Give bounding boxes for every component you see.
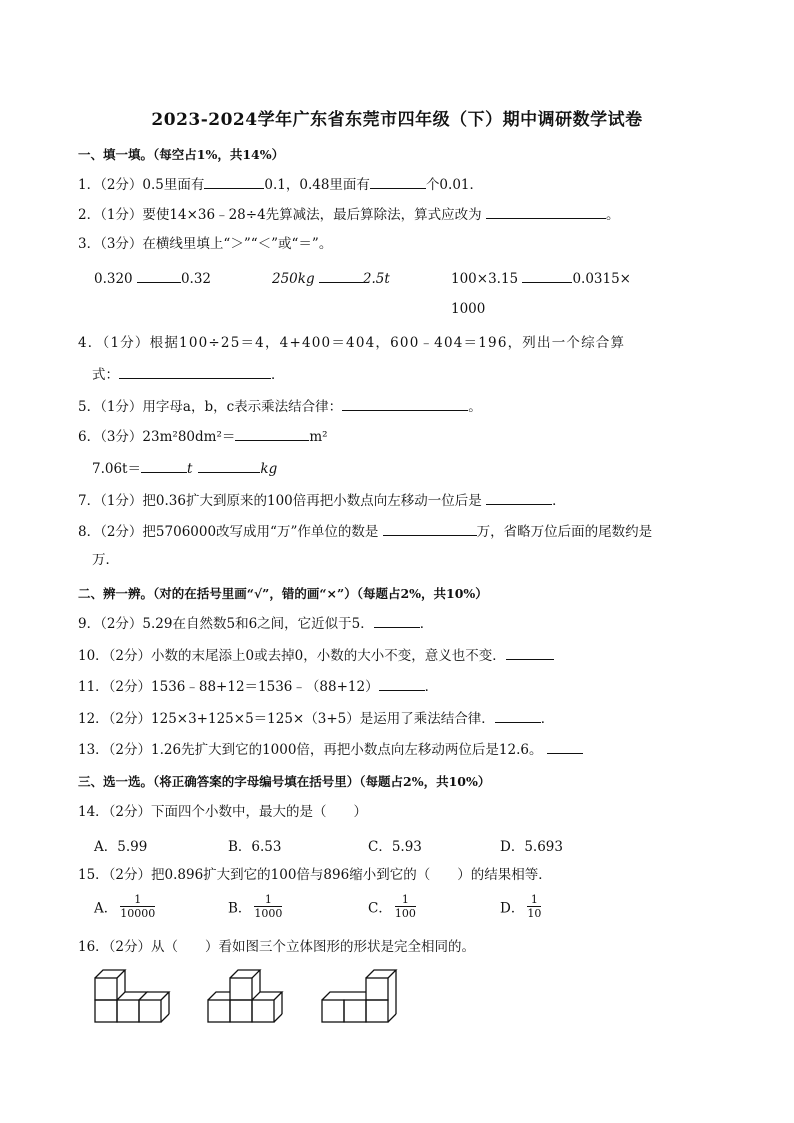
q6-unit: m² xyxy=(309,429,328,445)
q10-text: 10．（2分）小数的末尾添上0或去掉0，小数的大小不变，意义也不变． xyxy=(78,648,506,664)
page-title: 2023-2024学年广东省东莞市四年级（下）期中调研数学试卷 xyxy=(151,110,643,130)
q5-text-end: 。 xyxy=(468,399,482,415)
q15-option-d[interactable] xyxy=(500,893,541,920)
q3-text: 3．（3分）在横线里填上“＞”“＜”或“＝”。 xyxy=(78,236,333,252)
q15-d-label: D． xyxy=(500,900,525,917)
q2-blank[interactable] xyxy=(486,204,606,219)
question-12 xyxy=(78,708,554,729)
q3-compare-2 xyxy=(272,268,390,289)
q1-text-a: 1．（2分）0.5里面有 xyxy=(78,177,205,193)
q3-compare-1 xyxy=(94,268,211,289)
section-1-heading: 一、填一填。（每空占1%，共14%） xyxy=(78,147,285,162)
q3-c2-right: 2.5t xyxy=(362,271,390,287)
question-16: 16．（2分）从（ ）看如图三个立体图形的形状是完全相同的。 xyxy=(78,939,476,955)
question-10 xyxy=(78,645,554,666)
q14-option-b[interactable]: B．6.53 xyxy=(228,839,282,855)
q9-text: 9．（2分）5.29在自然数5和6之间，它近似于5． xyxy=(78,616,374,632)
q3-blank-3[interactable] xyxy=(522,268,572,283)
q11-blank[interactable] xyxy=(379,676,425,691)
q7-blank[interactable] xyxy=(486,490,552,505)
cube-figure-3 xyxy=(322,970,396,1022)
q12-blank[interactable] xyxy=(495,708,541,723)
question-8 xyxy=(78,521,652,542)
q3-c2-left: 250kg xyxy=(272,271,315,287)
question-4-cont xyxy=(92,364,285,385)
section-3-heading: 三、选一选。（将正确答案的字母编号填在括号里）（每题占2%，共10%） xyxy=(78,774,491,789)
q12-text: 12．（2分）125×3+125×5＝125×（3+5）是运用了乘法结合律． xyxy=(78,711,495,727)
q8-text-a: 8．（2分）把5706000改写成用“万”作单位的数是 xyxy=(78,524,379,540)
q10-blank[interactable] xyxy=(506,645,554,660)
q4-blank[interactable] xyxy=(119,364,271,379)
question-3 xyxy=(78,234,332,254)
q6-text-c: 7.06t＝ xyxy=(92,461,141,477)
q6-text: 6．（3分）23m²80dm²＝ xyxy=(78,429,236,445)
q5-text: 5．（1分）用字母a，b，c表示乘法结合律： xyxy=(78,399,343,415)
question-11 xyxy=(78,676,438,697)
q8-blank-1[interactable] xyxy=(383,521,477,536)
question-5 xyxy=(78,396,482,417)
cube-figure-2 xyxy=(208,970,282,1022)
q15-d-fraction xyxy=(527,893,541,920)
question-8-cont xyxy=(92,550,119,570)
q15-d-num: 1 xyxy=(527,893,541,907)
q14-option-a[interactable]: A．5.99 xyxy=(94,839,148,855)
q15-c-fraction xyxy=(395,893,416,920)
q3-c3-left: 100×3.15 xyxy=(451,271,519,287)
q16-cube-figures xyxy=(90,960,410,1024)
q15-c-den: 100 xyxy=(394,907,416,920)
q1-text-c: 个0.01． xyxy=(425,177,483,193)
q13-blank[interactable] xyxy=(547,739,583,754)
q3-blank-1[interactable] xyxy=(137,268,181,283)
q15-a-fraction xyxy=(120,893,155,920)
q15-b-fraction xyxy=(254,893,282,920)
q4-text-c: ． xyxy=(271,367,285,383)
q6-blank-2[interactable] xyxy=(141,458,187,473)
question-4: 4．（1分）根据100÷25＝4，4+400＝404，600﹣404＝196，列出一个综合算 xyxy=(78,335,626,351)
q7-text-end: ． xyxy=(552,493,566,509)
q8-text-c: 万． xyxy=(92,552,119,568)
q6-blank-1[interactable] xyxy=(235,426,309,441)
q3-c3-right: 0.0315× xyxy=(572,271,631,287)
q3-c1-left: 0.320 xyxy=(94,271,133,287)
q15-a-label: A． xyxy=(94,900,118,917)
question-9 xyxy=(78,613,433,634)
q15-c-label: C． xyxy=(368,900,392,917)
q3-compare-3-cont: 1000 xyxy=(451,301,486,317)
q1-blank-1[interactable] xyxy=(204,174,264,189)
q15-d-den: 10 xyxy=(527,907,542,920)
question-14: 14．（2分）下面四个小数中，最大的是（ ） xyxy=(78,804,368,820)
q3-compare-3 xyxy=(451,268,631,289)
section-2-heading: 二、辨一辨。（对的在括号里画“√”，错的画“×”）（每题占2%，共10%） xyxy=(78,586,488,601)
q2-text: 2．（1分）要使14×36﹣28÷4先算减法，最后算除法，算式应改为 xyxy=(78,207,482,223)
q14-option-c[interactable]: C．5.93 xyxy=(368,839,422,855)
q15-option-c[interactable] xyxy=(368,893,416,920)
q15-option-b[interactable] xyxy=(228,893,282,920)
q1-text-b: 0.1，0.48里面有 xyxy=(264,177,370,193)
q15-option-a[interactable] xyxy=(94,893,155,920)
q8-text-b: 万，省略万位后面的尾数约是 xyxy=(476,524,653,540)
q12-text-end: ． xyxy=(540,711,555,727)
question-2 xyxy=(78,204,619,225)
q15-b-num: 1 xyxy=(254,893,282,907)
question-7 xyxy=(78,490,566,511)
q6-unit-kg: kg xyxy=(260,461,278,477)
q9-text-end: ． xyxy=(419,616,434,632)
q4-text-b: 式： xyxy=(92,367,119,383)
question-6-cont xyxy=(92,458,277,479)
q3-blank-2[interactable] xyxy=(319,268,363,283)
q14-option-d[interactable]: D．5.693 xyxy=(500,839,563,855)
question-15: 15．（2分）把0.896扩大到它的100倍与896缩小到它的（ ）的结果相等． xyxy=(78,867,552,883)
q15-c-num: 1 xyxy=(395,893,416,907)
q15-b-den: 1000 xyxy=(254,907,283,920)
q15-a-den: 10000 xyxy=(120,907,156,920)
q11-text: 11．（2分）1536﹣88+12＝1536﹣（88+12） xyxy=(78,679,379,695)
q1-blank-2[interactable] xyxy=(370,174,426,189)
q6-unit-t: t xyxy=(186,461,193,477)
q2-text-end: 。 xyxy=(605,207,620,223)
question-6 xyxy=(78,426,328,447)
cube-figure-1 xyxy=(95,970,169,1022)
q3-c1-right: 0.32 xyxy=(180,271,212,287)
question-13 xyxy=(78,739,583,760)
question-1 xyxy=(78,174,483,195)
q7-text: 7．（1分）把0.36扩大到原来的100倍再把小数点向左移动一位后是 xyxy=(78,493,482,509)
q13-text: 13．（2分）1.26先扩大到它的1000倍，再把小数点向左移动两位后是12.6。 xyxy=(78,742,543,758)
q5-blank[interactable] xyxy=(342,396,468,411)
q15-a-num: 1 xyxy=(120,893,155,907)
q9-blank[interactable] xyxy=(374,613,420,628)
q6-blank-3[interactable] xyxy=(198,458,260,473)
q11-text-end: ． xyxy=(424,679,439,695)
q15-b-label: B． xyxy=(228,900,252,917)
